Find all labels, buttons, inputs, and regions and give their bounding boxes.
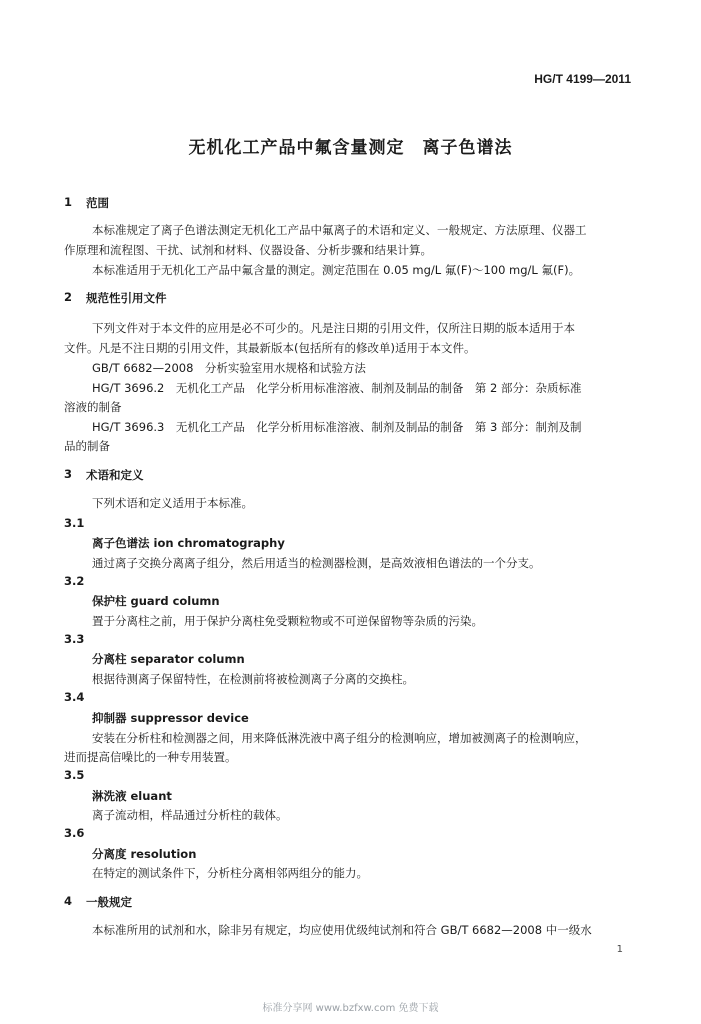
term-3-6-definition: 在特定的测试条件下，分析柱分离相邻两组分的能力。 (92, 866, 368, 880)
section-4-title: 一般规定 (86, 895, 132, 909)
term-3-5-definition: 离子流动相，样品通过分析柱的载体。 (92, 808, 288, 822)
section-1-paragraph-1b: 作原理和流程图、干扰、试剂和材料、仪器设备、分析步骤和结果计算。 (64, 243, 432, 257)
reference-3b: 品的制备 (64, 439, 110, 453)
section-2-paragraph-1b: 文件。凡是不注日期的引用文件，其最新版本(包括所有的修改单)适用于本文件。 (64, 341, 476, 355)
term-3-3-number: 3.3 (64, 632, 85, 646)
section-3-intro: 下列术语和定义适用于本标准。 (92, 496, 253, 510)
term-3-5-number: 3.5 (64, 768, 85, 782)
term-3-3-definition: 根据待测离子保留特性，在检测前将被检测离子分离的交换柱。 (92, 672, 414, 686)
reference-1: GB/T 6682—2008 分析实验室用水规格和试验方法 (92, 361, 366, 375)
term-3-6-title: 分离度 resolution (92, 847, 197, 861)
reference-2b: 溶液的制备 (64, 400, 122, 414)
term-3-1-title: 离子色谱法 ion chromatography (92, 536, 285, 550)
reference-3a: HG/T 3696.3 无机化工产品 化学分析用标准溶液、制剂及制品的制备 第 3 部分：制剂及制 (92, 420, 582, 434)
term-3-4-definition-b: 进而提高信噪比的一种专用装置。 (64, 750, 237, 764)
section-1-title: 范围 (86, 196, 109, 210)
term-3-6-number: 3.6 (64, 826, 85, 840)
standard-code: HG/T 4199—2011 (534, 72, 631, 86)
section-4-paragraph-1: 本标准所用的试剂和水，除非另有规定，均应使用优级纯试剂和符合 GB/T 6682—2008 中一级水 (92, 923, 592, 937)
term-3-4-title: 抑制器 suppressor device (92, 711, 249, 725)
term-3-2-title: 保护柱 guard column (92, 594, 220, 608)
term-3-2-number: 3.2 (64, 574, 85, 588)
section-1-paragraph-1a: 本标准规定了离子色谱法测定无机化工产品中氟离子的术语和定义、一般规定、方法原理、仪器工 (92, 223, 587, 237)
term-3-4-number: 3.4 (64, 690, 85, 704)
section-2-title: 规范性引用文件 (86, 291, 167, 305)
page-number: 1 (616, 944, 623, 955)
term-3-1-definition: 通过离子交换分离离子组分，然后用适当的检测器检测，是高效液相色谱法的一个分支。 (92, 556, 541, 570)
term-3-2-definition: 置于分离柱之前，用于保护分离柱免受颗粒物或不可逆保留物等杂质的污染。 (92, 614, 483, 628)
term-3-5-title: 淋洗液 eluant (92, 789, 172, 803)
term-3-3-title: 分离柱 separator column (92, 652, 245, 666)
page-title: 无机化工产品中氟含量测定 离子色谱法 (188, 138, 513, 158)
section-4-number: 4 (64, 894, 73, 908)
section-3-title: 术语和定义 (86, 468, 144, 482)
section-3-number: 3 (64, 467, 73, 481)
watermark-text: 标准分享网 www.bzfxw.com 免费下载 (262, 1003, 439, 1014)
reference-2a: HG/T 3696.2 无机化工产品 化学分析用标准溶液、制剂及制品的制备 第 2 部分：杂质标准 (92, 381, 582, 395)
section-1-paragraph-2: 本标准适用于无机化工产品中氟含量的测定。测定范围在 0.05 mg/L 氟(F)～100 mg/L 氟(F)。 (92, 263, 581, 277)
section-1-number: 1 (64, 195, 73, 209)
term-3-1-number: 3.1 (64, 516, 85, 530)
section-2-number: 2 (64, 290, 73, 304)
section-2-paragraph-1a: 下列文件对于本文件的应用是必不可少的。凡是注日期的引用文件，仅所注日期的版本适用于本 (92, 321, 575, 335)
term-3-4-definition-a: 安装在分析柱和检测器之间，用来降低淋洗液中离子组分的检测响应，增加被测离子的检测响应， (92, 731, 587, 745)
